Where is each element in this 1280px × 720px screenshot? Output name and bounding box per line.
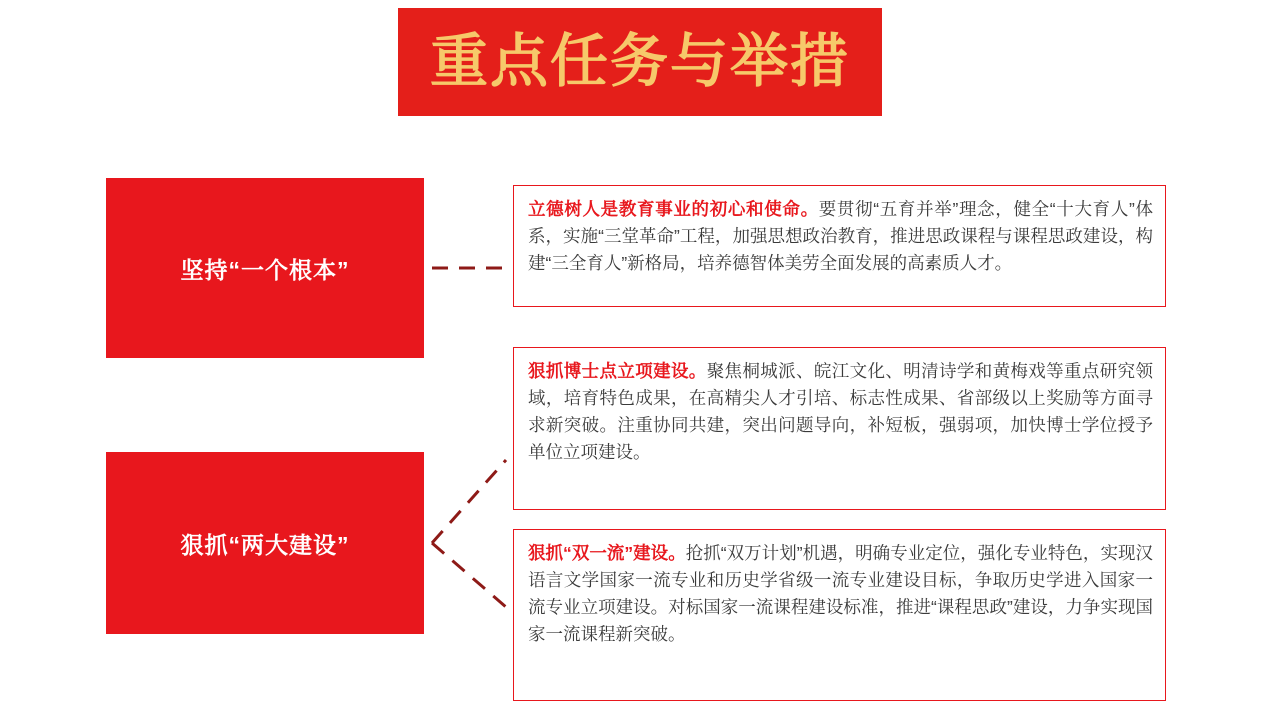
- connector-line-3: [432, 543, 506, 607]
- detail-card-2-body: 聚焦桐城派、皖江文化、明清诗学和黄梅戏等重点研究领域，培育特色成果，在高精尖人才引培、标志性成果、省部级以上奖励等方面寻求新突破。注重协同共建，突出问题导向，补短板，强弱项，加快博士学位授予单位立项建设。: [528, 361, 1154, 463]
- category-box-one-root[interactable]: [106, 178, 424, 358]
- detail-card-3-lead: 狠抓“双一流”建设。: [528, 543, 686, 563]
- detail-card-3: [513, 529, 1166, 701]
- page-title-banner: [398, 8, 882, 116]
- detail-card-1-lead: 立德树人是教育事业的初心和使命。: [528, 199, 819, 219]
- detail-card-1: [513, 185, 1166, 307]
- connector-line-2: [432, 460, 506, 543]
- category-box-one-label: 坚持“一个根本”: [180, 256, 350, 283]
- page-title: 重点任务与举措: [429, 29, 850, 94]
- detail-card-2-lead: 狠抓博士点立项建设。: [528, 361, 707, 381]
- detail-card-1-body: 要贯彻“五育并举”理念，健全“十大育人”体系，实施“三堂革命”工程，加强思想政治教育，推进思政课程与课程思政建设，构建“三全育人”新格局，培养德智体美劳全面发展的高素质人才。: [528, 199, 1153, 274]
- detail-card-2: [513, 347, 1166, 510]
- category-box-two-label: 狠抓“两大建设”: [180, 531, 350, 558]
- category-box-two-constructions[interactable]: [106, 452, 424, 634]
- detail-card-3-body: 抢抓“双万计划”机遇，明确专业定位，强化专业特色，实现汉语言文学国家一流专业和历史学省级一流专业建设目标，争取历史学进入国家一流专业立项建设。对标国家一流课程建设标准，推进“课程思政”建设，力争实现国家一流课程新突破。: [528, 543, 1154, 645]
